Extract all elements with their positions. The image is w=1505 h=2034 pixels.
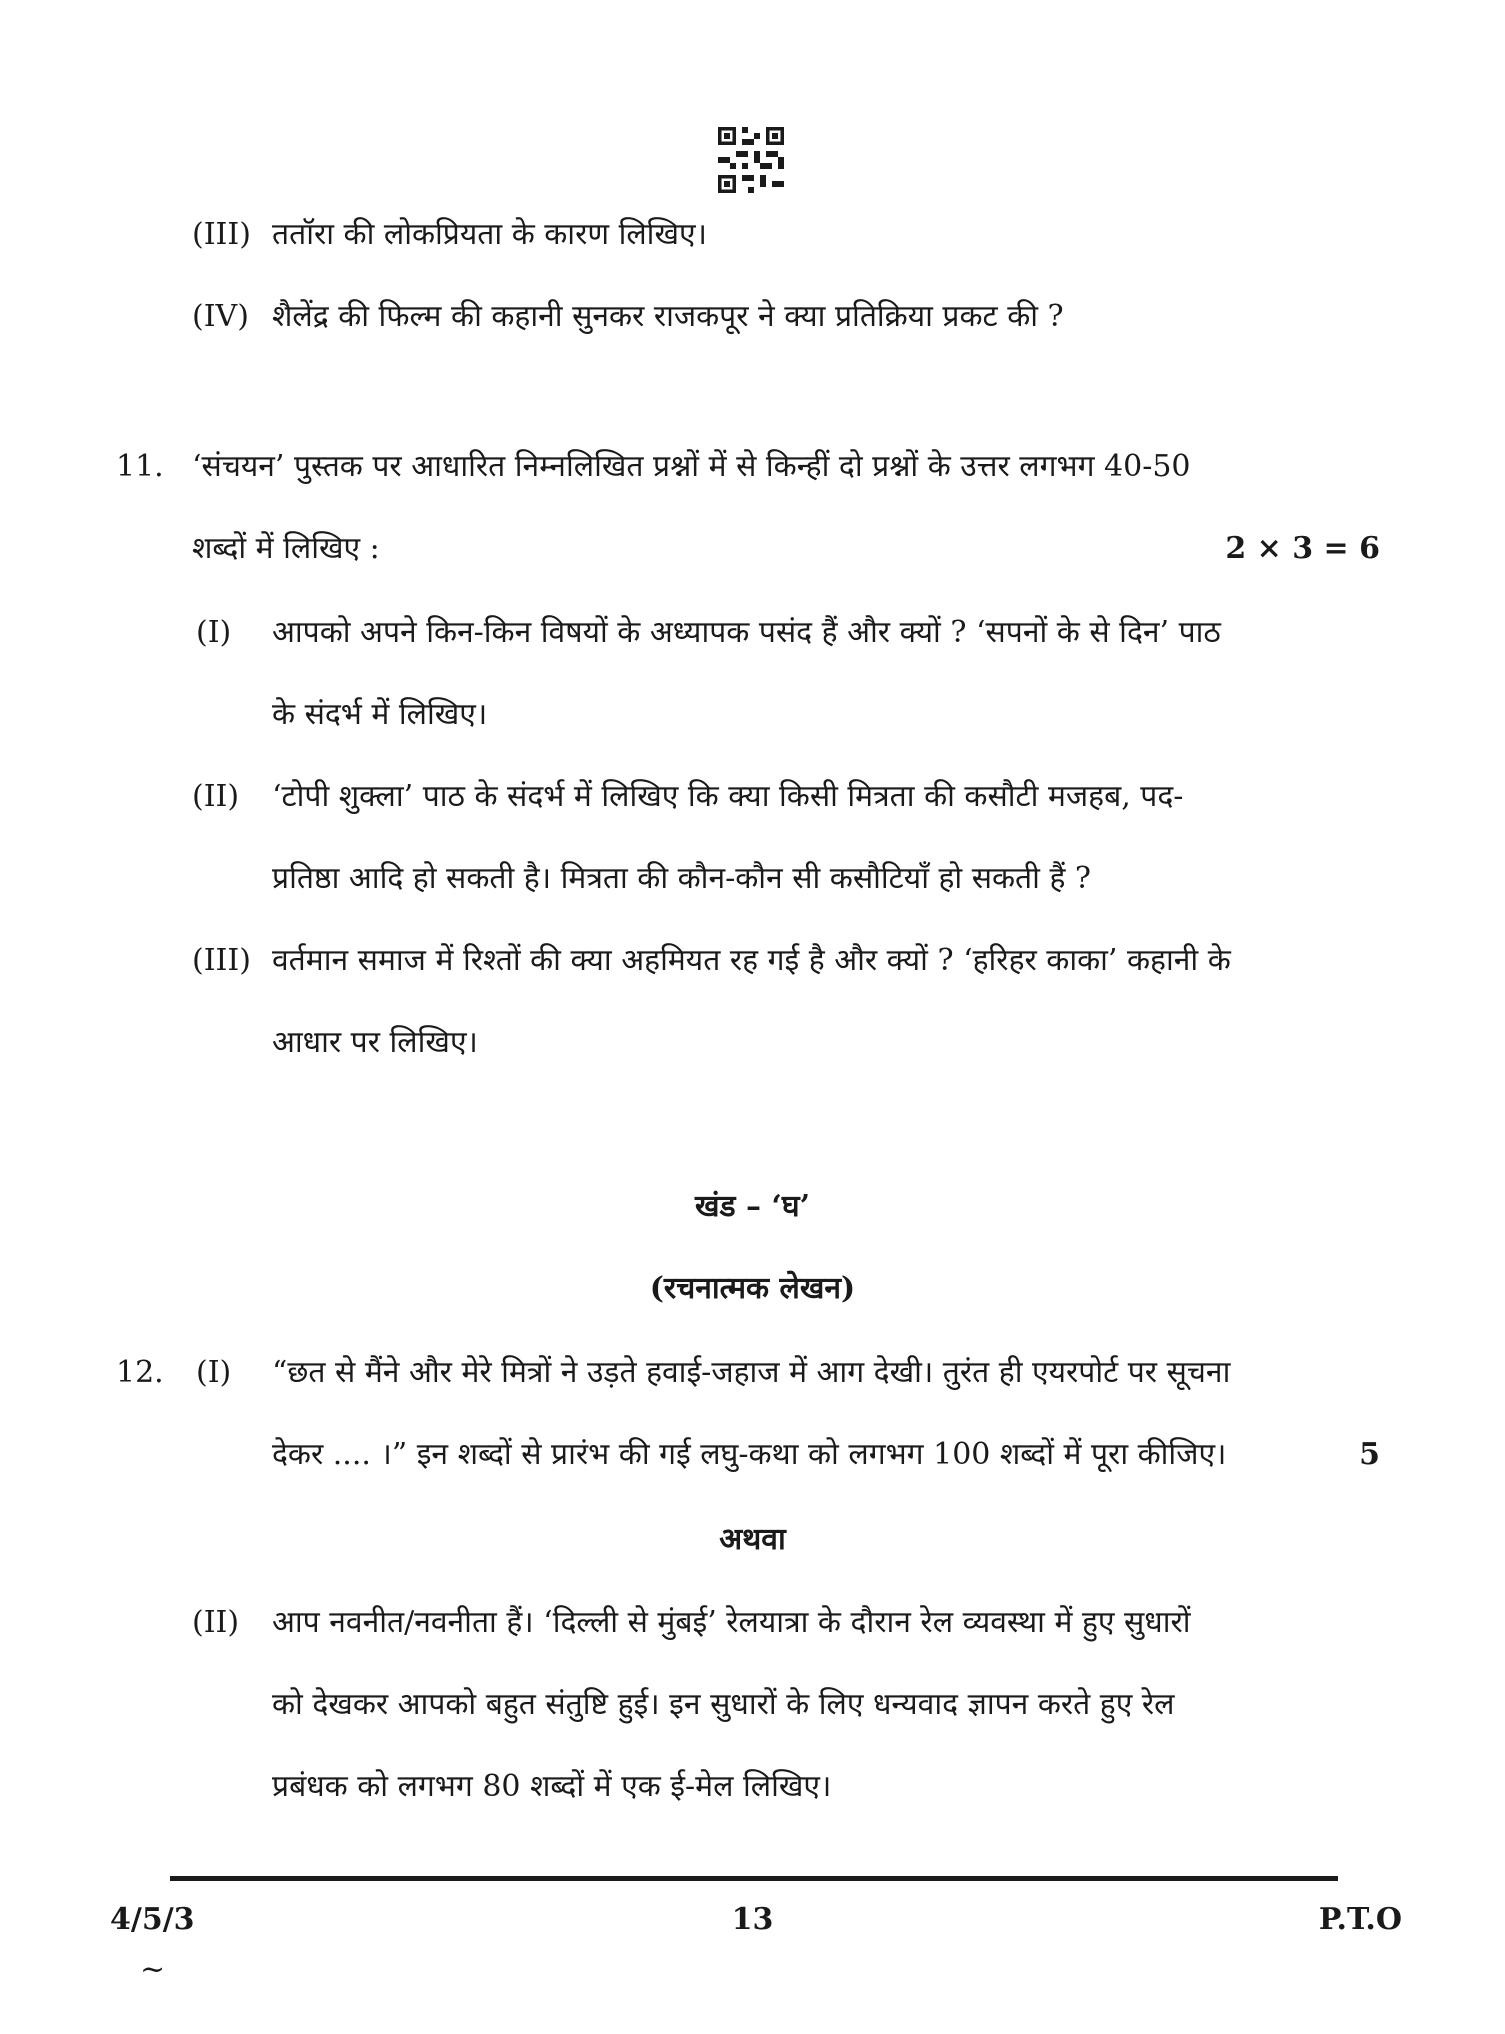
q11-item1-line2: के संदर्भ में लिखिए। — [272, 697, 488, 732]
q11-item2-label: (II) — [192, 779, 240, 814]
q11-line1: ‘संचयन’ पुस्तक पर आधारित निम्नलिखित प्रश्नों में से किन्हीं दो प्रश्नों के उत्तर लगभग 40-50 — [192, 449, 1191, 484]
q12-item2-line2: को देखकर आपको बहुत संतुष्टि हुई। इन सुधारों के लिए धन्यवाद ज्ञापन करते हुए रेल — [272, 1687, 1175, 1722]
q12-number: 12. — [116, 1355, 164, 1390]
q11-line2: शब्दों में लिखिए : — [192, 531, 380, 566]
section-title: खंड – ‘घ’ — [694, 1189, 811, 1224]
footer-code: 4/5/3 — [110, 1902, 195, 1937]
q11-item2-line2: प्रतिष्ठा आदि हो सकती है। मित्रता की कौन-कौन सी कसौटियाँ हो सकती हैं ? — [272, 861, 1092, 896]
footer-rule — [170, 1876, 1338, 1881]
q12-item2-line1: आप नवनीत/नवनीता हैं। ‘दिल्ली से मुंबई’ रेलयात्रा के दौरान रेल व्यवस्था में हुए सुधारों — [272, 1605, 1191, 1640]
q12-item1-label: (I) — [196, 1355, 232, 1390]
q12-item1-line1: “छत से मैंने और मेरे मित्रों ने उड़ते हवाई-जहाज में आग देखी। तुरंत ही एयरपोर्ट पर सूचना — [272, 1355, 1231, 1390]
footer-pto: P.T.O — [1318, 1902, 1402, 1937]
qr-code-icon — [718, 127, 784, 193]
q10-item3-label: (III) — [192, 217, 251, 252]
q11-item1-line1: आपको अपने किन-किन विषयों के अध्यापक पसंद हैं और क्यों ? ‘सपनों के से दिन’ पाठ — [272, 615, 1221, 650]
q12-item2-label: (II) — [192, 1605, 240, 1640]
q12-item2-line3: प्रबंधक को लगभग 80 शब्दों में एक ई-मेल लिखिए। — [272, 1769, 832, 1804]
q11-marks: 2 × 3 = 6 — [1225, 531, 1380, 566]
page-number: 13 — [731, 1902, 774, 1937]
q11-number: 11. — [116, 449, 164, 484]
q11-item2-line1: ‘टोपी शुक्ला’ पाठ के संदर्भ में लिखिए कि क्या किसी मित्रता की कसौटी मजहब, पद- — [272, 779, 1184, 814]
q11-item3-label: (III) — [192, 943, 251, 978]
q11-item3-line2: आधार पर लिखिए। — [272, 1025, 478, 1060]
q12-item1-marks: 5 — [1359, 1437, 1380, 1472]
q10-item3-text: ततॉरा की लोकप्रियता के कारण लिखिए। — [272, 217, 707, 252]
q11-item3-line1: वर्तमान समाज में रिश्तों की क्या अहमियत रह गई है और क्यों ? ‘हरिहर काका’ कहानी के — [272, 943, 1231, 978]
or-divider: अथवा — [719, 1522, 786, 1557]
footer-tilde: ~ — [140, 1952, 166, 1987]
q10-item4-text: शैलेंद्र की फिल्म की कहानी सुनकर राजकपूर ने क्या प्रतिक्रिया प्रकट की ? — [272, 299, 1064, 334]
q10-item4-label: (IV) — [192, 299, 249, 334]
section-subtitle: (रचनात्मक लेखन) — [649, 1271, 856, 1306]
q12-item1-line2: देकर .... ।” इन शब्दों से प्रारंभ की गई लघु-कथा को लगभग 100 शब्दों में पूरा कीजिए। — [272, 1437, 1227, 1472]
q11-item1-label: (I) — [196, 615, 232, 650]
